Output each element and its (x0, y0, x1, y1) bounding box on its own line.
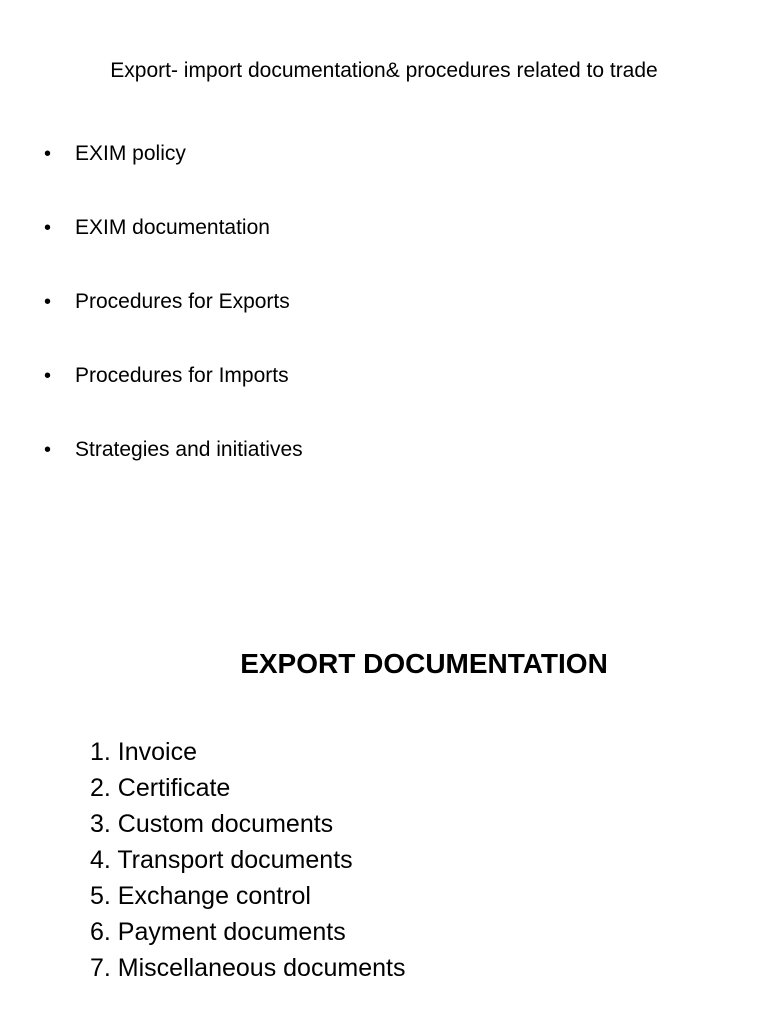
bullet-text: EXIM policy (75, 142, 186, 165)
list-item: 6. Payment documents (90, 918, 346, 946)
bullet-icon: • (44, 143, 52, 165)
list-item: 5. Exchange control (90, 882, 311, 910)
section-heading: EXPORT DOCUMENTATION (240, 648, 608, 679)
list-item: 1. Invoice (90, 738, 198, 766)
topic-bullet-list (44, 140, 303, 510)
list-item: 2. Certificate (90, 774, 231, 802)
list-item: 3. Custom documents (90, 810, 334, 838)
bullet-icon: • (44, 365, 52, 387)
document-numbered-list (90, 734, 405, 986)
bullet-item (44, 214, 303, 288)
bullet-item (44, 436, 303, 510)
bullet-text: Procedures for Imports (75, 364, 289, 387)
list-item: 7. Miscellaneous documents (90, 954, 406, 982)
bullet-text: Strategies and initiatives (75, 438, 303, 461)
list-item: 4. Transport documents (90, 846, 353, 874)
bullet-icon: • (44, 217, 52, 239)
bullet-icon: • (44, 291, 52, 313)
bullet-item (44, 288, 303, 362)
slide-title: Export- import documentation& procedures related to trade (110, 59, 658, 82)
bullet-item (44, 140, 303, 214)
bullet-icon: • (44, 439, 52, 461)
bullet-text: Procedures for Exports (75, 290, 290, 313)
bullet-item (44, 362, 303, 436)
bullet-text: EXIM documentation (75, 216, 270, 239)
